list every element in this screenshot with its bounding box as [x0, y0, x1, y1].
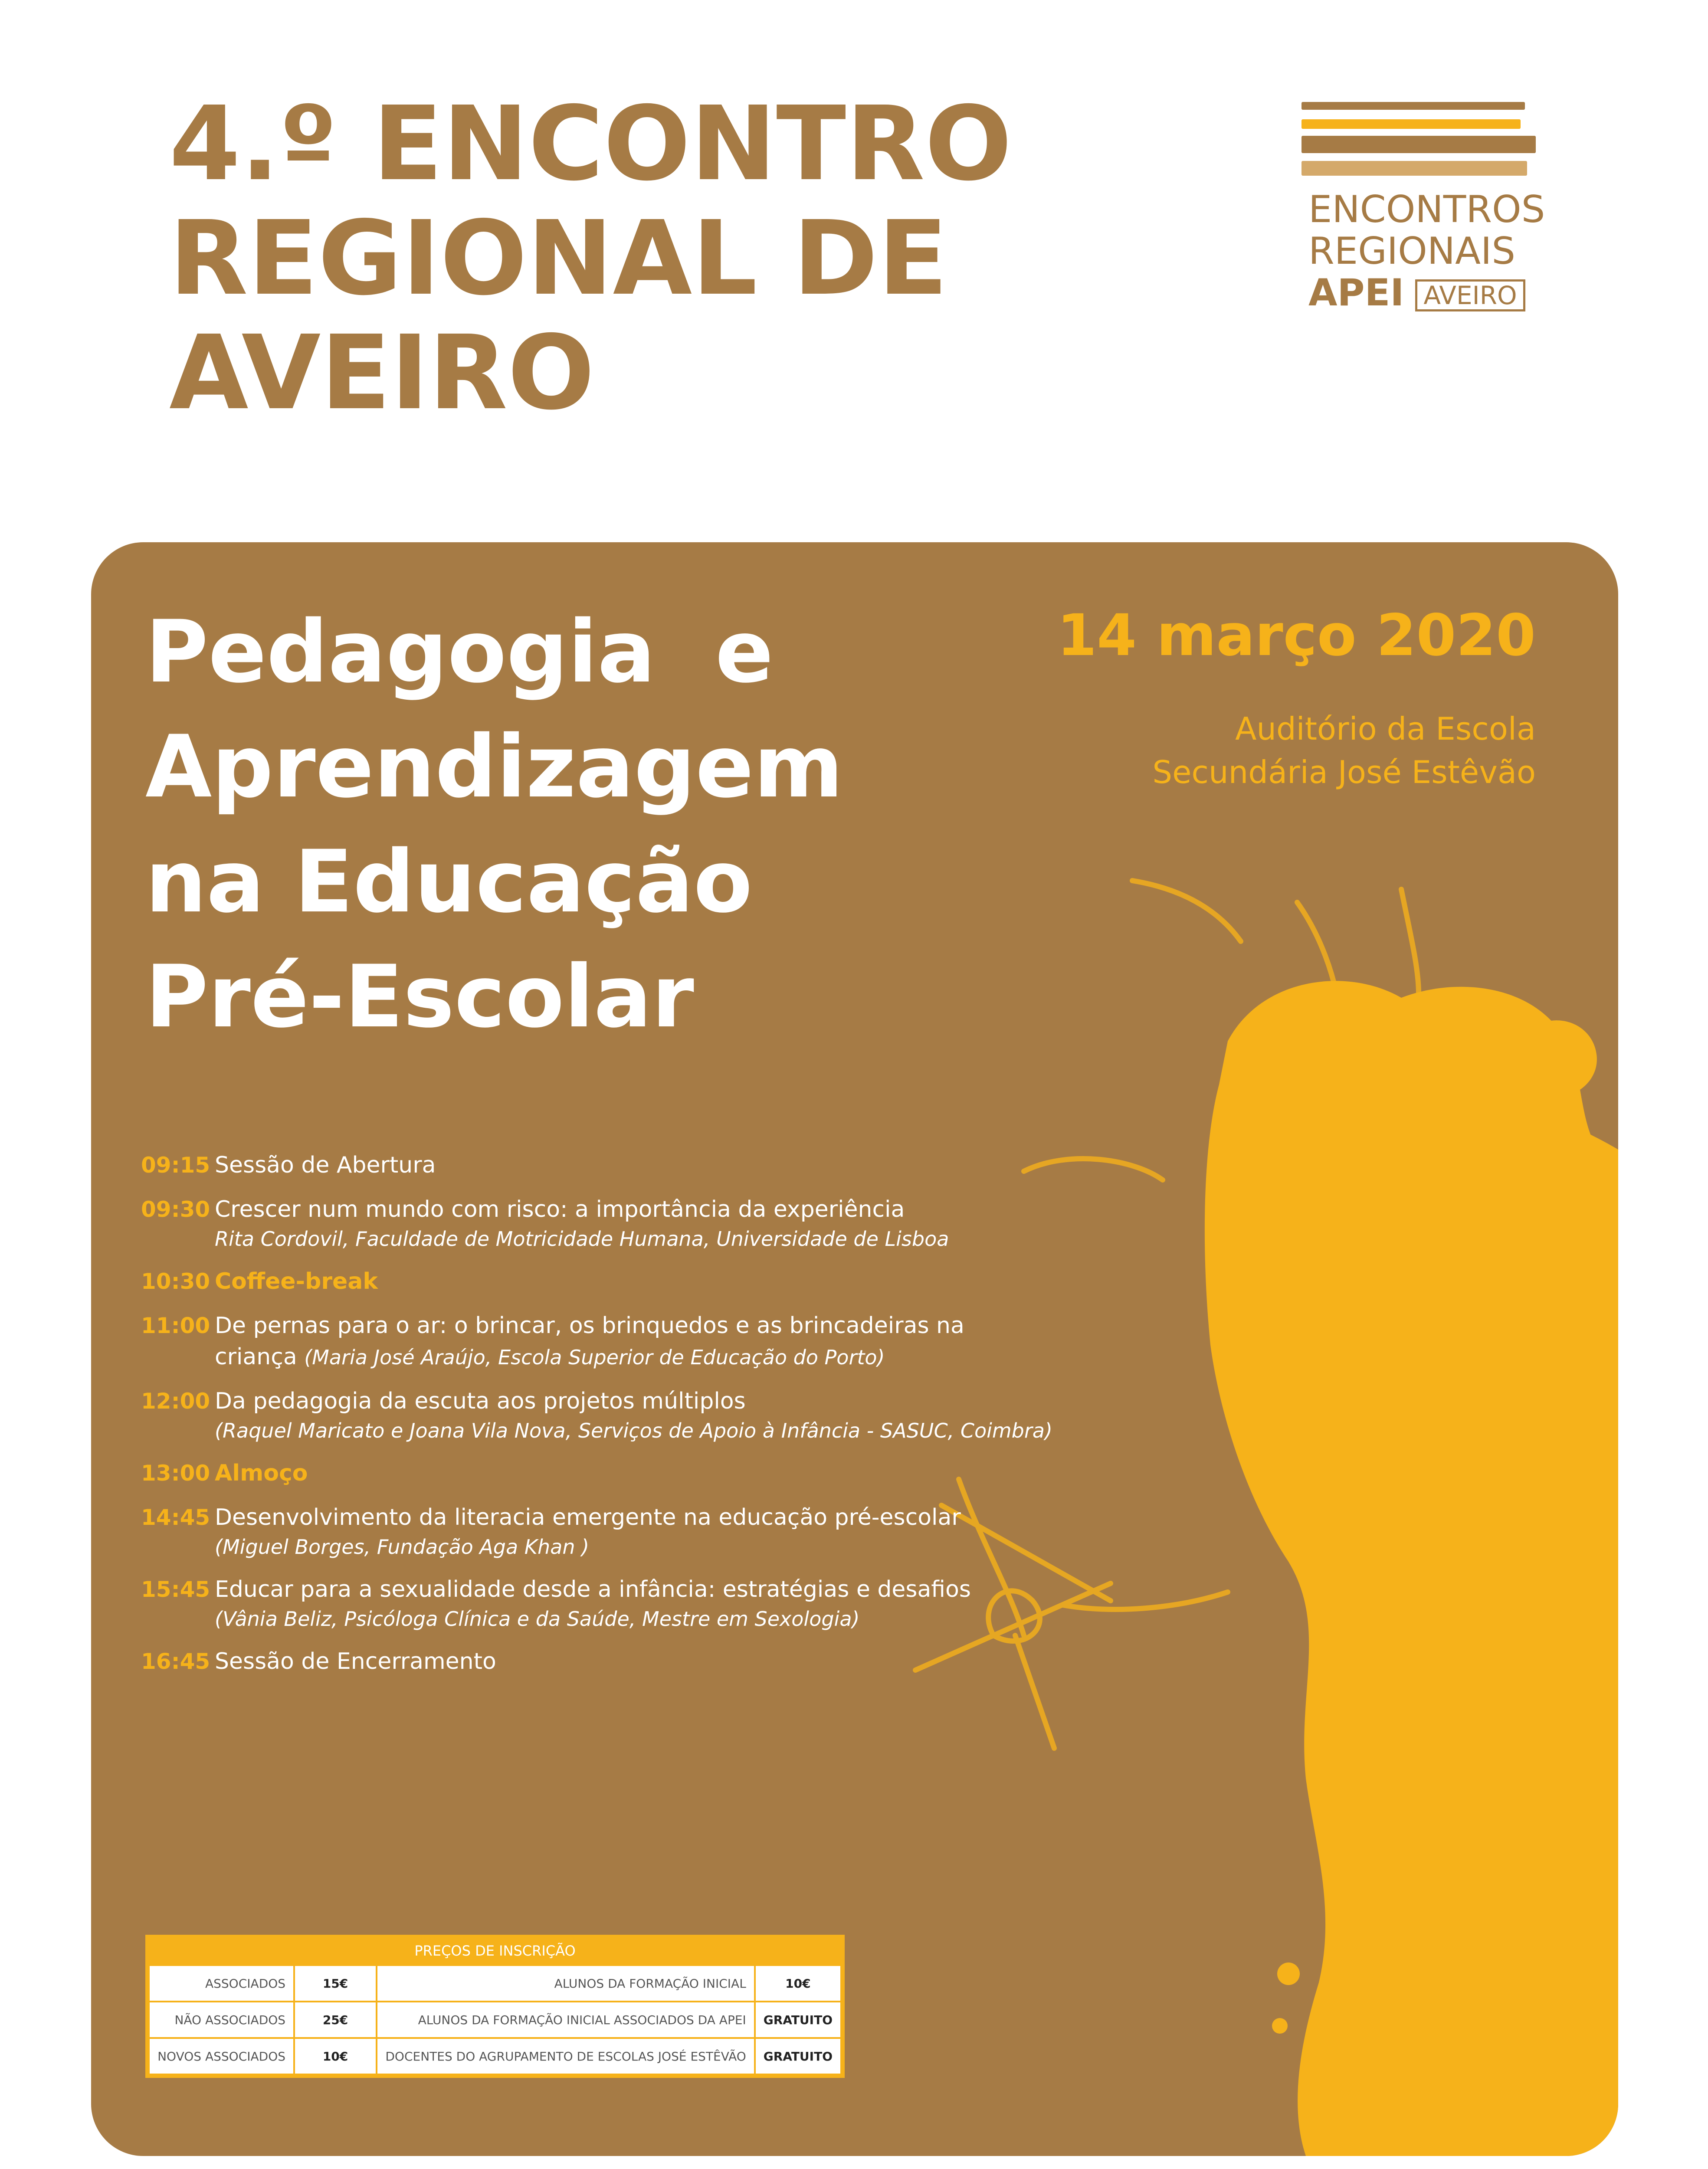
prices-grid [148, 1964, 842, 2075]
main-title [169, 84, 1254, 432]
event-subtitle [145, 594, 1056, 1054]
program-time: 15:45 [141, 1577, 210, 1602]
program-item [141, 1266, 1226, 1297]
logo-line-1: ENCONTROS [1308, 188, 1545, 231]
program-item [141, 1194, 1226, 1253]
logo-bar-1 [1301, 102, 1525, 110]
venue-line-2: Secundária José Estêvão [1152, 754, 1536, 790]
price-label: NÃO ASSOCIADOS [149, 2002, 294, 2038]
program-speaker: (Miguel Borges, Fundação Aga Khan ) [215, 1535, 590, 1559]
program-title: De pernas para o ar: o brincar, os brinquedos e as brincadeiras na criança [215, 1313, 964, 1370]
program-title: Almoço [215, 1460, 308, 1486]
program-time: 13:00 [141, 1461, 210, 1486]
logo-apei: APEI [1308, 271, 1404, 315]
program-title: Sessão de Encerramento [215, 1648, 496, 1674]
program-time: 09:30 [141, 1197, 210, 1222]
price-label: ALUNOS DA FORMAÇÃO INICIAL [377, 1965, 755, 2002]
event-venue [1152, 707, 1536, 794]
price-label: ASSOCIADOS [149, 1965, 294, 2002]
program-item [141, 1502, 1226, 1561]
program-item [141, 1646, 1226, 1677]
program-item [141, 1310, 1226, 1373]
encontros-regionais-logo [1301, 102, 1545, 315]
program-speaker: Rita Cordovil, Faculdade de Motricidade Humana, Universidade de Lisboa [215, 1227, 949, 1251]
program-speaker: (Raquel Maricato e Joana Vila Nova, Serviços de Apoio à Infância - SASUC, Coimbra) [215, 1419, 1052, 1442]
program-item [141, 1458, 1226, 1489]
price-value: 10€ [294, 2038, 377, 2074]
subtitle-line-3: na Educação [145, 832, 753, 932]
table-row [149, 2038, 841, 2074]
program-time: 11:00 [141, 1313, 210, 1338]
venue-line-1: Auditório da Escola [1235, 711, 1536, 747]
price-value: 10€ [755, 1965, 841, 2002]
logo-bar-3 [1301, 136, 1536, 153]
program-title: Coffee-break [215, 1268, 378, 1294]
event-date: 14 março 2020 [1057, 602, 1536, 669]
price-value: GRATUITO [755, 2038, 841, 2074]
price-label: ALUNOS DA FORMAÇÃO INICIAL ASSOCIADOS DA APEI [377, 2002, 755, 2038]
subtitle-line-4: Pré-Escolar [145, 947, 694, 1047]
title-line-3: AVEIRO [169, 313, 595, 432]
logo-aveiro-badge: AVEIRO [1415, 279, 1525, 311]
event-panel [91, 542, 1618, 2156]
logo-line-3 [1308, 272, 1545, 314]
program-speaker: (Vânia Beliz, Psicóloga Clínica e da Saúde, Mestre em Sexologia) [215, 1607, 860, 1631]
program-item [141, 1150, 1226, 1181]
price-value: 15€ [294, 1965, 377, 2002]
program-item [141, 1574, 1226, 1633]
program-time: 09:15 [141, 1153, 210, 1178]
logo-bar-4 [1301, 161, 1527, 176]
program-speaker: (Maria José Araújo, Escola Superior de Educação do Porto) [304, 1346, 885, 1369]
title-line-2: REGIONAL DE [169, 199, 948, 318]
program-title: Desenvolvimento da literacia emergente na educação pré-escolar [215, 1504, 961, 1530]
program-title: Sessão de Abertura [215, 1152, 436, 1178]
prices-heading: PREÇOS DE INSCRIÇÃO [148, 1937, 842, 1964]
price-label: NOVOS ASSOCIADOS [149, 2038, 294, 2074]
table-row [149, 2002, 841, 2038]
logo-line-2: REGIONAIS [1308, 229, 1515, 273]
program-title: Crescer num mundo com risco: a importância da experiência [215, 1196, 905, 1222]
logo-bar-2 [1301, 119, 1521, 129]
logo-text [1308, 189, 1545, 314]
program-time: 12:00 [141, 1389, 210, 1414]
price-value: GRATUITO [755, 2002, 841, 2038]
price-value: 25€ [294, 2002, 377, 2038]
program-title: Educar para a sexualidade desde a infância: estratégias e desafios [215, 1576, 971, 1602]
subtitle-line-1: Pedagogia e [145, 602, 774, 702]
subtitle-line-2: Aprendizagem [145, 717, 843, 817]
table-row [149, 1965, 841, 2002]
title-line-1: 4.º ENCONTRO [169, 84, 1012, 203]
program-list [141, 1150, 1226, 1690]
program-time: 10:30 [141, 1269, 210, 1294]
price-label: DOCENTES DO AGRUPAMENTO DE ESCOLAS JOSÉ ESTÊVÃO [377, 2038, 755, 2074]
program-item [141, 1386, 1226, 1445]
program-time: 16:45 [141, 1649, 210, 1674]
prices-table [145, 1935, 845, 2078]
program-time: 14:45 [141, 1505, 210, 1530]
program-title: Da pedagogia da escuta aos projetos múltiplos [215, 1388, 746, 1414]
